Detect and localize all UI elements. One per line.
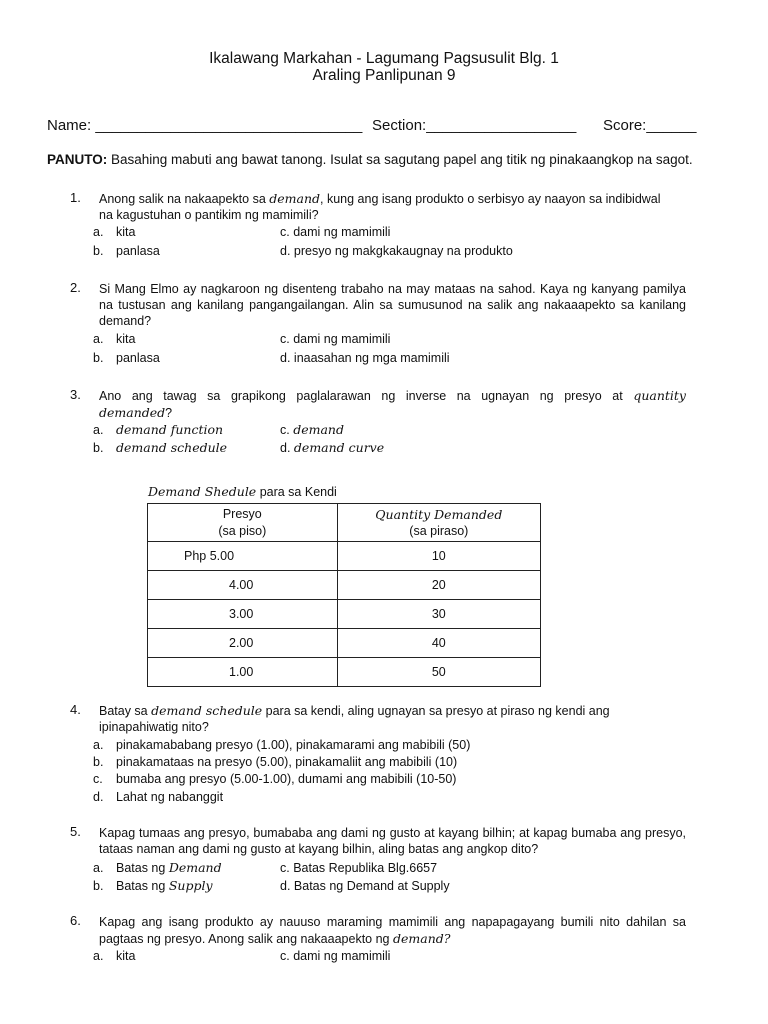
question-text-line2 xyxy=(99,931,686,947)
option-c-letter: c. xyxy=(280,861,290,875)
price-cell: 1.00 xyxy=(148,658,338,687)
option-c xyxy=(280,860,437,876)
demand-schedule-table xyxy=(147,503,541,687)
option-b-letter: b. xyxy=(93,244,104,258)
question-text-line2: na kagustuhan o pantikim ng mamimili? xyxy=(99,208,319,222)
table-caption xyxy=(148,484,337,499)
option-d-text: demand curve xyxy=(293,440,385,455)
option-a-letter: a. xyxy=(93,949,104,963)
question-text-part: , kung ang isang produkto o serbisyo ay naayon sa indibidwal xyxy=(320,192,661,206)
quantity-cell: 10 xyxy=(337,542,540,571)
header-quantity-line1: Quantity Demanded xyxy=(375,506,503,522)
option-b-text xyxy=(116,878,213,894)
option-d xyxy=(280,350,450,366)
option-c xyxy=(280,331,390,347)
price-cell: 3.00 xyxy=(148,600,338,629)
quantity-cell: 40 xyxy=(337,629,540,658)
instructions xyxy=(47,152,693,167)
table-row xyxy=(148,658,541,687)
option-c xyxy=(280,422,344,438)
question-term: quantity xyxy=(633,388,686,403)
quantity-cell: 20 xyxy=(337,571,540,600)
name-field-label: Name: ________________________________ xyxy=(47,117,363,134)
question-text-part: para sa kendi, aling ugnayan sa presyo at piraso ng kendi ang xyxy=(262,704,610,718)
question-text-line2 xyxy=(99,405,686,421)
option-b-letter: b. xyxy=(93,441,104,455)
option-c-text: dami ng mamimili xyxy=(293,949,391,963)
table-caption-text: para sa Kendi xyxy=(256,485,337,499)
header-price-line2: (sa piso) xyxy=(218,523,267,538)
option-d-text: Lahat ng nabanggit xyxy=(116,790,224,804)
quantity-cell: 50 xyxy=(337,658,540,687)
option-a-letter: a. xyxy=(93,225,104,239)
option-a-letter: a. xyxy=(93,738,104,752)
header-quantity xyxy=(337,504,540,542)
option-a-text: kita xyxy=(116,225,136,239)
question-text xyxy=(99,388,686,404)
question-number: 4. xyxy=(70,702,81,717)
option-d-letter: d. xyxy=(280,351,291,365)
option-a-text: demand function xyxy=(116,422,224,437)
option-d-letter: d. xyxy=(93,790,104,804)
option-a-text-part: Batas ng xyxy=(116,861,169,875)
table-row xyxy=(148,600,541,629)
option-c-letter: c. xyxy=(280,225,290,239)
option-b-text: panlasa xyxy=(116,244,160,258)
option-c xyxy=(280,948,390,964)
table-row xyxy=(148,629,541,658)
option-a-letter: a. xyxy=(93,332,104,346)
option-a-text xyxy=(116,860,222,876)
option-b-text-part: Batas ng xyxy=(116,879,169,893)
option-d-text: Batas ng Demand at Supply xyxy=(293,879,450,893)
question-term: demand schedule xyxy=(151,703,263,718)
question-text-part: ? xyxy=(165,406,173,420)
option-d-letter: d. xyxy=(280,441,291,455)
section-field-label: Section:__________________ xyxy=(372,117,577,134)
price-cell: Php 5.00 xyxy=(148,542,338,571)
question-term: demand xyxy=(269,191,321,206)
score-field-label: Score:______ xyxy=(603,117,697,134)
option-d-letter: d. xyxy=(280,244,291,258)
option-a-text: kita xyxy=(116,949,136,963)
question-number: 2. xyxy=(70,280,81,295)
question-text-line2: ipinapahiwatig nito? xyxy=(99,720,209,734)
question-text-part: pagtaas ng presyo. Anong salik ang nakaaapekto ng xyxy=(99,932,393,946)
table-caption-term: Demand Shedule xyxy=(148,484,257,499)
question-term: demanded xyxy=(99,405,166,420)
question-number: 1. xyxy=(70,190,81,205)
option-b-text: pinakamataas na presyo (5.00), pinakamaliit ang mabibili (10) xyxy=(116,755,458,769)
question-text-part: Anong salik na nakaapekto sa xyxy=(99,192,270,206)
option-c-letter: c. xyxy=(280,423,290,437)
option-b-letter: b. xyxy=(93,351,104,365)
question-text-part: Batay sa xyxy=(99,704,152,718)
option-d xyxy=(280,243,513,259)
option-d xyxy=(280,440,384,456)
question-text xyxy=(99,703,686,719)
question-text-part: Ano ang tawag sa grapikong paglalarawan ng inverse na ugnayan ng presyo at xyxy=(99,389,623,403)
question-text: Si Mang Elmo ay nagkaroon ng disenteng trabaho na may mataas na sahod. Kaya ng kanyang pamilya na tustusan ang kanilang pangangailangan. Alin sa sumusunod na salik ang nakaaapekto sa kanilang demand? xyxy=(99,282,686,328)
price-cell: 4.00 xyxy=(148,571,338,600)
option-c-letter: c. xyxy=(93,772,103,786)
question-number: 6. xyxy=(70,913,81,928)
header-price xyxy=(148,504,338,542)
option-c-text: Batas Republika Blg.6657 xyxy=(293,861,438,875)
question-number: 5. xyxy=(70,824,81,839)
option-c-letter: c. xyxy=(280,332,290,346)
option-c-text: demand xyxy=(293,422,344,437)
option-b-letter: b. xyxy=(93,755,104,769)
option-a-text: pinakamababang presyo (1.00), pinakamarami ang mabibili (50) xyxy=(116,738,471,752)
question-term: demand? xyxy=(392,931,451,946)
option-a-letter: a. xyxy=(93,861,104,875)
option-d-text: inaasahan ng mga mamimili xyxy=(293,351,450,365)
header-quantity-line2: (sa piraso) xyxy=(409,523,469,538)
option-c xyxy=(280,224,390,240)
price-cell: 2.00 xyxy=(148,629,338,658)
page-title: Ikalawang Markahan - Lagumang Pagsusulit Blg. 1 xyxy=(209,50,559,67)
table-row xyxy=(148,571,541,600)
option-d-text: presyo ng makgkakaugnay na produkto xyxy=(293,244,513,258)
header-price-line1: Presyo xyxy=(222,506,262,521)
option-c-text: bumaba ang presyo (5.00-1.00), dumami ang mabibili (10-50) xyxy=(116,772,457,786)
question-text: Kapag tumaas ang presyo, bumababa ang dami ng gusto at kayang bilhin; at kapag bumaba ang presyo, tataas naman ang dami ng gusto at kayang bilhin, aling batas ang angkop dito? xyxy=(99,826,686,856)
table-header-row xyxy=(148,504,541,542)
option-b-term: Supply xyxy=(168,878,213,893)
question-text: Kapag ang isang produkto ay nauuso maraming mamimili ang napapagayang bumili nito dahilan sa xyxy=(99,915,686,929)
option-c-letter: c. xyxy=(280,949,290,963)
instructions-label: PANUTO: xyxy=(47,152,108,167)
option-b-letter: b. xyxy=(93,879,104,893)
option-d-letter: d. xyxy=(280,879,291,893)
quantity-cell: 30 xyxy=(337,600,540,629)
option-c-text: dami ng mamimili xyxy=(293,332,391,346)
question-number: 3. xyxy=(70,387,81,402)
option-b-text: demand schedule xyxy=(116,440,228,455)
option-b-text: panlasa xyxy=(116,351,160,365)
instructions-text: Basahing mabuti ang bawat tanong. Isulat sa sagutang papel ang titik ng pinakaangkop na sagot. xyxy=(107,152,693,167)
question-text xyxy=(99,191,686,207)
option-a-letter: a. xyxy=(93,423,104,437)
table-row xyxy=(148,542,541,571)
option-d xyxy=(280,878,450,894)
option-a-term: Demand xyxy=(168,860,222,875)
option-a-text: kita xyxy=(116,332,136,346)
option-c-text: dami ng mamimili xyxy=(293,225,391,239)
page-subtitle: Araling Panlipunan 9 xyxy=(312,67,456,84)
